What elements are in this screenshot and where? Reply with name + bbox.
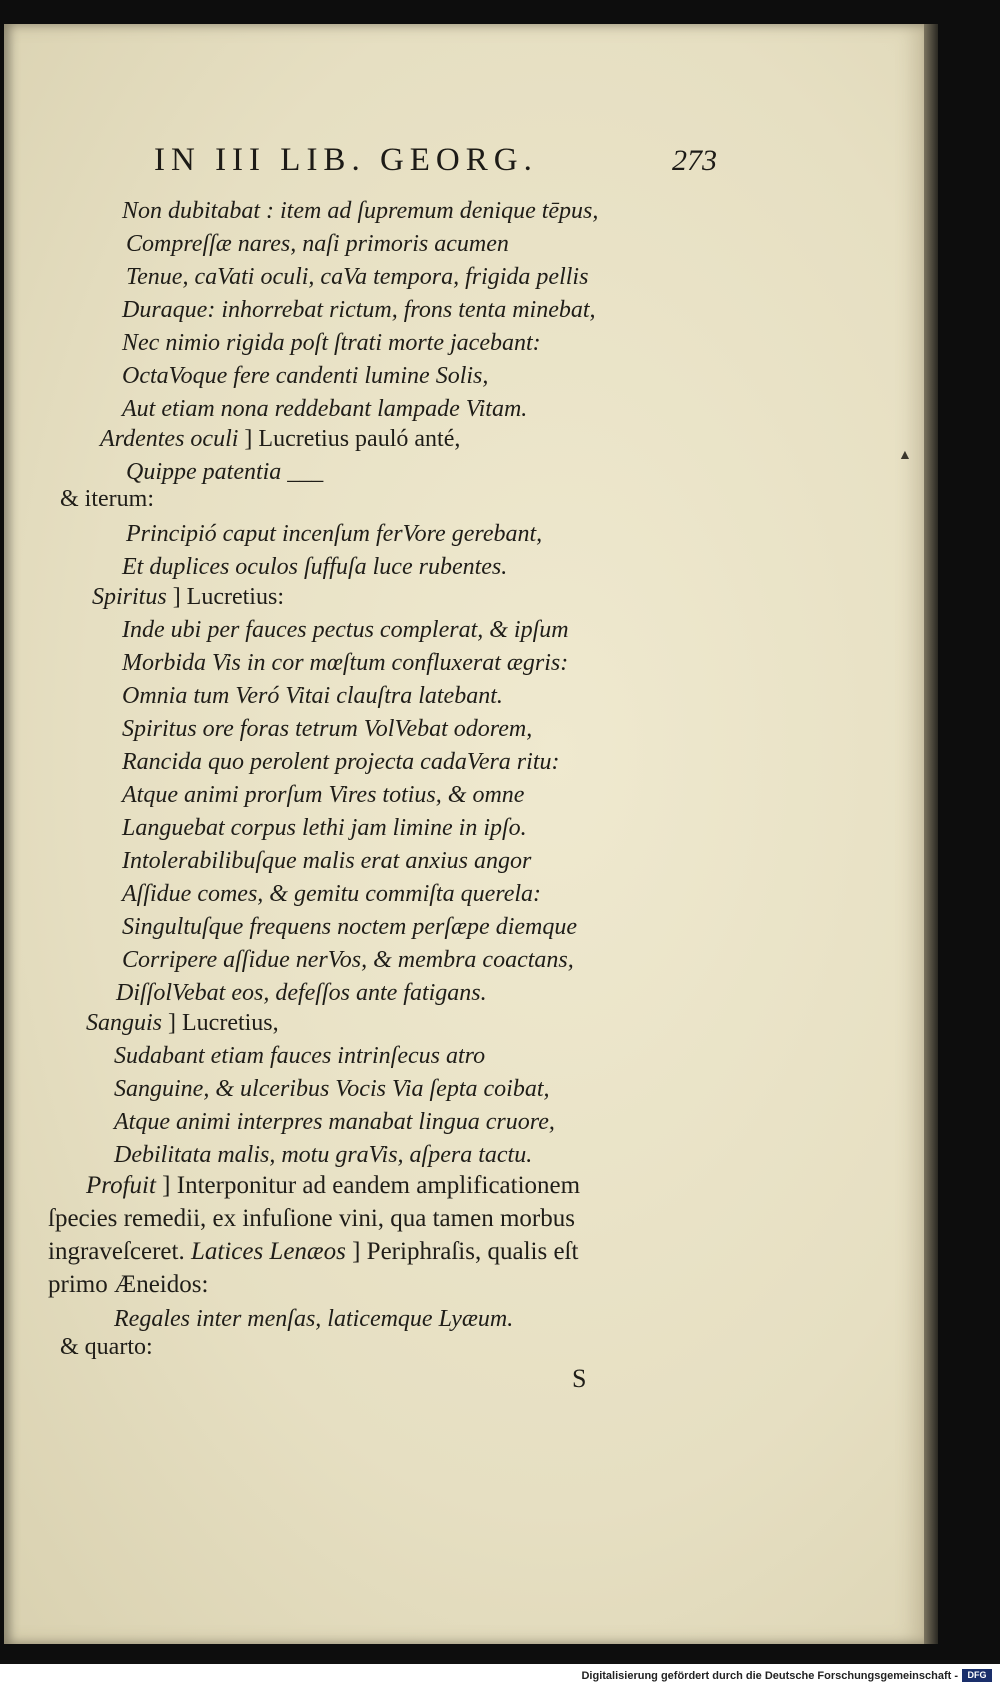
italic-span: Non dubitabat : item ad ſupremum denique tēpus, (122, 198, 599, 224)
text-line (48, 1271, 208, 1299)
italic-span: Intolerabilibuſque malis erat anxius angor (122, 848, 532, 874)
roman-span: ] Lucretius pauló anté, (238, 426, 461, 452)
text-line (122, 749, 559, 776)
italic-span: Compreſſæ nares, naſi primoris acumen (126, 231, 509, 257)
text-line (48, 1205, 575, 1233)
text-line (122, 650, 568, 677)
italic-span: Corripere aſſidue nerVos, & membra coactans, (122, 947, 574, 973)
text-line (122, 782, 524, 809)
signature-mark: S (572, 1364, 587, 1393)
text-line (60, 486, 154, 513)
italic-span: Omnia tum Veró Vitai clauſtra latebant. (122, 683, 503, 709)
page-number: 273 (672, 144, 717, 177)
text-line (122, 716, 532, 743)
italic-span: Spiritus (92, 584, 167, 610)
roman-span: ] Lucretius: (166, 584, 284, 610)
italic-span: Singultuſque frequens noctem perſæpe diemque (122, 914, 578, 940)
text-line (122, 554, 507, 581)
page-edge (924, 24, 938, 1644)
roman-span: ſpecies remedii, ex infuſione vini, qua tamen morbus (48, 1205, 575, 1232)
italic-span: Atque animi interpres manabat lingua cruore, (114, 1109, 555, 1135)
italic-span: OctaVoque fere candenti lumine Solis, (122, 363, 489, 389)
italic-span: Et duplices oculos ſuffuſa luce rubentes. (122, 554, 508, 580)
italic-span: Sanguis (86, 1010, 163, 1036)
text-line (48, 1238, 578, 1266)
text-line (60, 1334, 153, 1361)
italic-span: Sudabant etiam fauces intrinſecus atro (114, 1043, 486, 1069)
italic-span: Aſſidue comes, & gemitu commiſta querela: (122, 881, 542, 907)
italic-span: Ardentes oculi (100, 426, 239, 452)
text-line (122, 198, 598, 225)
italic-span: Inde ubi per fauces pectus complerat, & ipſum (122, 617, 569, 643)
roman-span: primo Æneidos: (48, 1271, 209, 1298)
ink-speck: ▲ (898, 448, 912, 463)
italic-span: Nec nimio rigida poſt ſtrati morte jacebant: (122, 330, 541, 356)
text-line (114, 1306, 513, 1333)
italic-span: Tenue, caVati oculi, caVa tempora, frigida pellis (126, 264, 589, 290)
footer-bar (0, 1664, 1000, 1688)
text-line (100, 426, 460, 453)
italic-span: Duraque: inhorrebat rictum, frons tenta minebat, (122, 297, 596, 323)
italic-span: Sanguine, & ulceribus Vocis Via ſepta coibat, (114, 1076, 550, 1102)
text-line (114, 1109, 555, 1136)
text-line (122, 297, 596, 324)
italic-span: Aut etiam nona reddebant lampade Vitam. (122, 396, 528, 422)
text-line (122, 683, 503, 710)
italic-span: Quippe patentia ___ (126, 459, 324, 485)
text-line (122, 848, 531, 875)
text-line (122, 363, 488, 390)
italic-span: Languebat corpus lethi jam limine in ipſo. (122, 815, 527, 841)
italic-span: Spiritus ore foras tetrum VolVebat odorem, (122, 716, 533, 742)
text-line (92, 584, 284, 611)
text-line (86, 1010, 279, 1037)
text-line (122, 914, 577, 941)
roman-span: & quarto: (60, 1334, 153, 1360)
text-line (126, 521, 542, 548)
text-line (122, 396, 527, 423)
italic-span: Debilitata malis, motu graVis, aſpera tactu. (114, 1142, 533, 1168)
text-line (114, 1142, 532, 1169)
italic-span: Latices Lenæos (190, 1238, 346, 1265)
text-line (114, 1043, 485, 1070)
text-line (126, 264, 588, 291)
roman-span: ingraveſceret. (48, 1238, 191, 1265)
text-line (122, 881, 541, 908)
italic-span: Principió caput incenſum ferVore gerebant, (126, 521, 543, 547)
text-line (122, 947, 574, 974)
footer-credit: Digitalisierung gefördert durch die Deutsche Forschungsgemeinschaft - (581, 1670, 958, 1682)
running-title: IN III LIB. GEORG. (154, 142, 538, 178)
italic-span: Morbida Vis in cor mœſtum confluxerat ægris: (122, 650, 569, 676)
text-line (126, 459, 323, 486)
text-line (116, 980, 487, 1007)
italic-span: Regales inter menſas, laticemque Lyæum. (114, 1306, 514, 1332)
italic-span: Atque animi prorſum Vires totius, & omne (122, 782, 525, 808)
book-page (4, 24, 927, 1644)
dfg-logo-icon: DFG (962, 1669, 992, 1682)
text-line (122, 330, 541, 357)
text-line (126, 231, 509, 258)
roman-span: & iterum: (60, 486, 154, 512)
roman-span: ] Interponitur ad eandem amplificationem (155, 1172, 581, 1199)
roman-span: ] Periphraſis, qualis eſt (345, 1238, 579, 1265)
roman-span: ] Lucretius, (162, 1010, 279, 1036)
italic-span: DiſſolVebat eos, defeſſos ante fatigans. (116, 980, 487, 1006)
text-line (122, 815, 527, 842)
text-line (86, 1172, 580, 1200)
text-line (122, 617, 569, 644)
italic-span: Profuit (86, 1172, 156, 1199)
italic-span: Rancida quo perolent projecta cadaVera ritu: (122, 749, 560, 775)
text-line (114, 1076, 550, 1103)
